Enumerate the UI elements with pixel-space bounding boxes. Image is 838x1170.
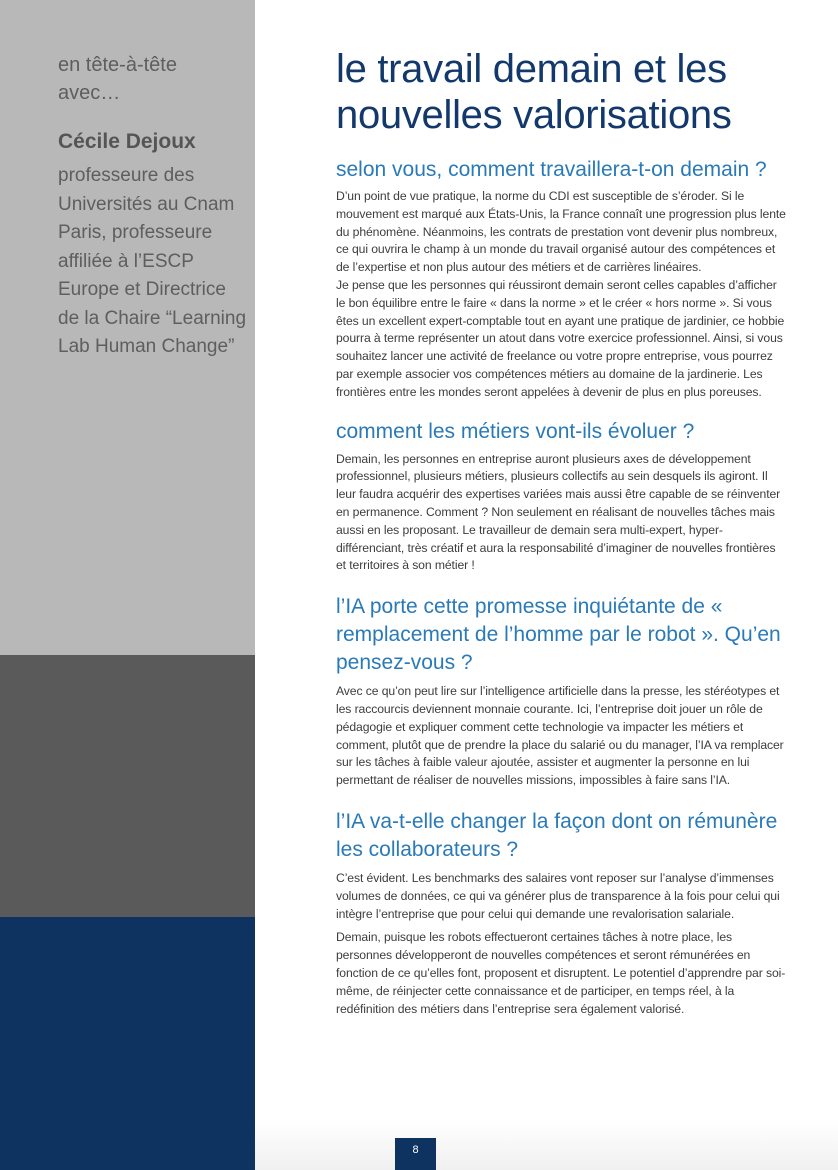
section-heading: comment les métiers vont-ils évoluer ? <box>336 419 695 443</box>
paragraph: C’est évident. Les benchmarks des salaires vont reposer sur l’analyse d’immenses volumes de données, ce qui va générer plus de transparence à la fois pour celui qui intègre l’entreprise que pour celui qui demande une revalorisation salariale. <box>336 870 780 921</box>
section-heading: l’IA va-t-elle changer la façon dont on rémunère les collaborateurs ? <box>336 809 778 861</box>
interview-label: en tête-à-tête avec… <box>58 54 177 104</box>
sidebar <box>0 0 255 1170</box>
person-name: Cécile Dejoux <box>58 130 196 153</box>
article <box>336 46 786 1018</box>
person-bio: professeure des Universités au Cnam Paris, professeure affiliée à l’ESCP Europe et Directrice de la Chaire “Learning Lab Human Change” <box>58 165 247 357</box>
section-heading: l’IA porte cette promesse inquiétante de « remplacement de l’homme par le robot ». Qu’en pensez-vous ? <box>336 595 781 675</box>
paragraph: Je pense que les personnes qui réussiront demain seront celles capables d’afficher le bon équilibre entre le faire « dans la norme » et le créer « hors norme ». Si vous êtes un excellent expert-comptable tout en ayant une pratique de jardinier, ce hobbie pourra à terme représenter un atout dans votre exercice professionnel. Ainsi, si vous souhaitez lancer une activité de freelance ou votre propre entreprise, vous pourrez par exemple associer vos compétences métiers au domaine de la jardinerie. Les frontières entre les mondes seront appelées à devenir de plus en plus poreuses. <box>336 277 785 399</box>
sidebar-band-mid <box>0 655 255 917</box>
paragraph: Demain, puisque les robots effectueront certaines tâches à notre place, les personnes développeront de nouvelles compétences et seront rémunérées en fonction de ce qu’elles font, proposent et disruptent. Le potentiel d’apprendre par soi-même, de réinjecter cette connaissance et de participer, en temps réel, à la redéfinition des métiers dans l’entreprise sera également valorisé. <box>336 930 786 1016</box>
paragraph: Avec ce qu’on peut lire sur l’intelligence artificielle dans la presse, les stéréotypes et les raccourcis deviennent monnaie courante. Ici, l’entreprise doit jouer un rôle de pédagogie et expliquer comment cette technologie va impacter les métiers et comment, plutôt que de prendre la place du salarié ou du manager, l’IA va remplacer sur les tâches à faible valeur ajoutée, assister et augmenter la personne en lui permettant de réaliser de nouvelles missions, impossibles à faire sans l’IA. <box>336 684 784 788</box>
paragraph: D’un point de vue pratique, la norme du CDI est susceptible de s’éroder. Si le mouvement est marqué aux États-Unis, la France connaît une progression plus lente du phénomène. Néanmoins, les contrats de prestation vont devenir plus nombreux, ce qui ouvrira le champ à un monde du travail organisé autour des compétences et de l’expertise et non plus autour des métiers et de carrières linéaires. <box>336 189 786 275</box>
footer-strip <box>255 1120 838 1170</box>
page-number: 8 <box>395 1138 436 1170</box>
section-heading: selon vous, comment travaillera-t-on demain ? <box>336 158 767 181</box>
sidebar-band-dark <box>0 917 255 1170</box>
paragraph: Demain, les personnes en entreprise auront plusieurs axes de développement professionnel, plusieurs métiers, plusieurs collectifs au sein desquels ils agiront. Il leur faudra acquérir des expertises variées mais aussi être capable de se réinventer en permanence. Comment ? Non seulement en réalisant de nouvelles tâches mais aussi en les proposant. Le travailleur de demain sera multi-expert, hyper-différenciant, très créatif et aura la responsabilité d’imaginer de nouvelles frontières et territoires à son métier ! <box>336 451 781 573</box>
page-title: le travail demain et les nouvelles valorisations <box>336 47 732 137</box>
